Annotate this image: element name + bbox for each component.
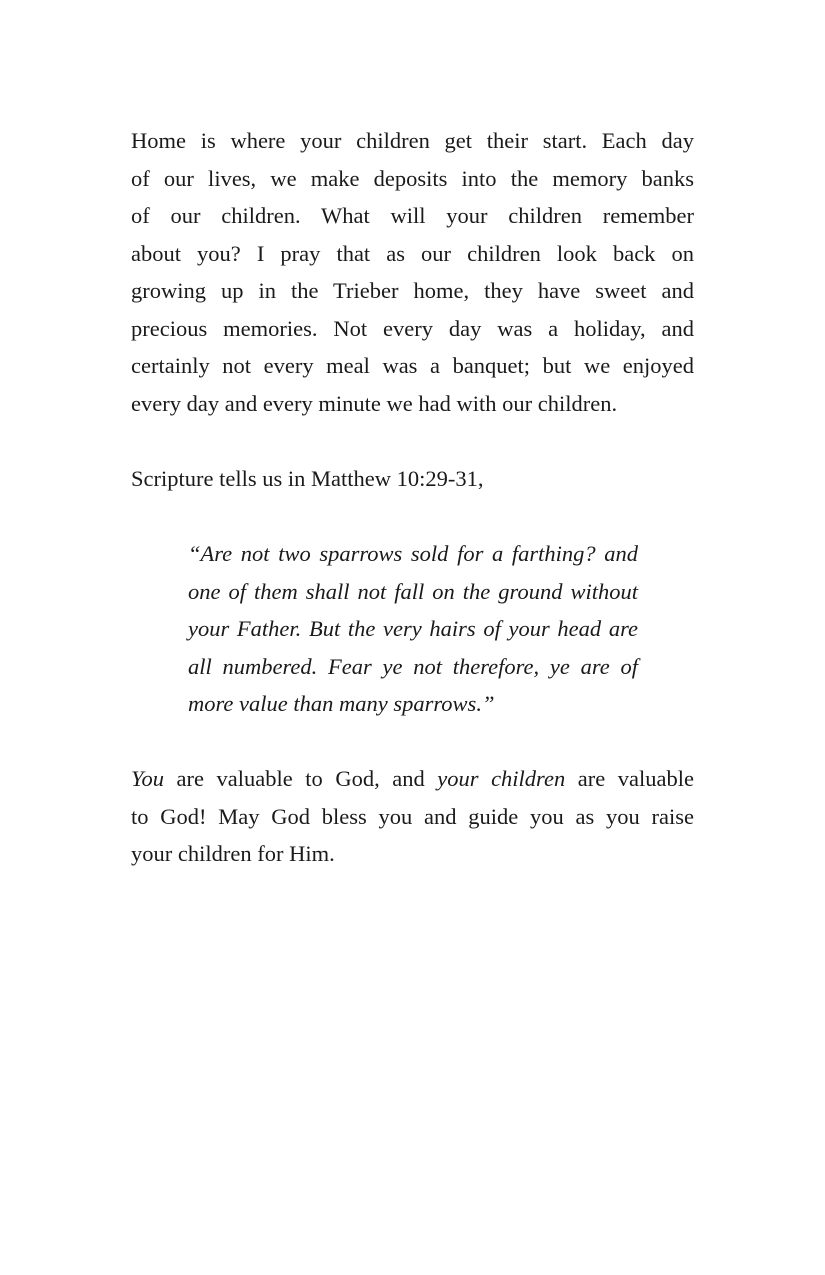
text-line: growing up in the Trieber home, they have sweet and — [131, 278, 694, 303]
paragraph-scripture-intro — [131, 460, 694, 498]
text-line: precious memories. Not every day was a holiday, and — [131, 315, 694, 341]
text-line: Home is where your children get their start. Each day — [131, 128, 694, 153]
text-line: about you? I pray that as our children look back on — [131, 240, 694, 266]
quote-line: your Father. But the very hairs of your head are — [188, 616, 638, 641]
quote-line: one of them shall not fall on the ground without — [188, 578, 638, 604]
text-segment: are valuable — [565, 766, 694, 791]
quote-line: all numbered. Fear ye not therefore, ye are of — [188, 653, 638, 679]
emphasis-you: You — [131, 766, 164, 791]
text-line: certainly not every meal was a banquet; but we enjoyed — [131, 353, 694, 378]
text-segment: are valuable to God, and — [163, 766, 438, 791]
text-line: every day and every minute we had with our children. — [131, 390, 618, 416]
quote-line: more value than many sparrows.” — [188, 691, 495, 716]
paragraph-home — [131, 122, 694, 422]
text-line — [131, 760, 694, 798]
paragraph-valuable — [131, 760, 694, 873]
text-line: your children for Him. — [131, 841, 335, 866]
text-line: of our children. What will your children remember — [131, 203, 694, 228]
text-line: to God! May God bless you and guide you as you raise — [131, 803, 694, 829]
quote-line: “Are not two sparrows sold for a farthing? and — [188, 541, 638, 566]
text-line: Scripture tells us in Matthew 10:29-31, — [131, 466, 484, 491]
text-line: of our lives, we make deposits into the memory banks — [131, 165, 694, 191]
scripture-quote — [188, 535, 638, 723]
emphasis-your-children: your children — [437, 766, 566, 791]
